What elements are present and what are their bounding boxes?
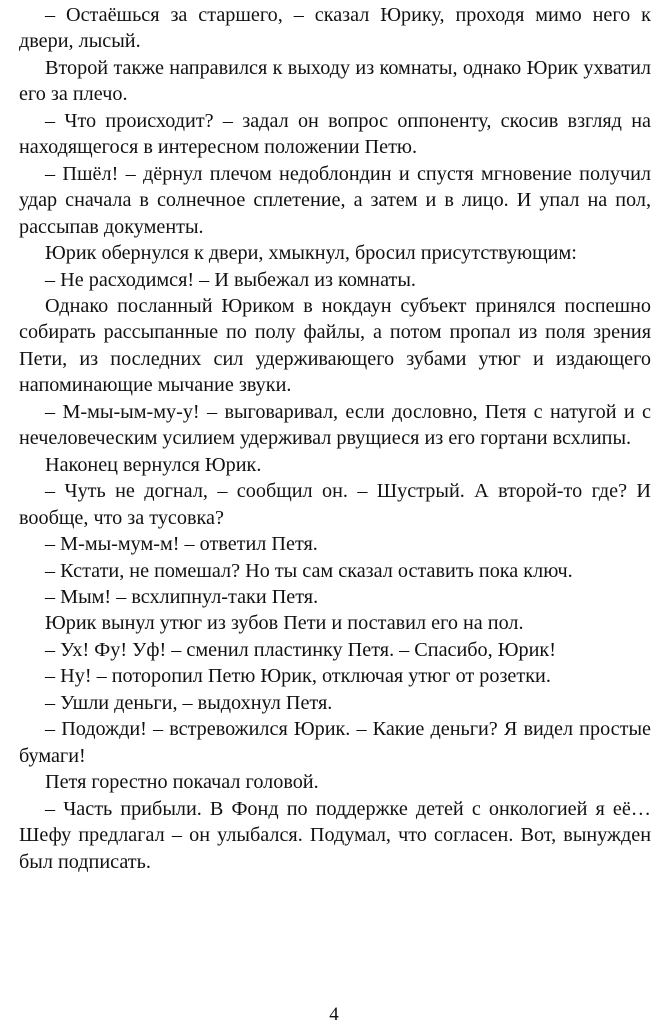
paragraph: – Чуть не догнал, – сообщил он. – Шустрый. А второй-то где? И вообще, что за тусовка? xyxy=(19,480,651,529)
paragraph: – Кстати, не помешал? Но ты сам сказал оставить пока ключ. xyxy=(45,559,573,582)
paragraph: Юрик обернулся к двери, хмыкнул, бросил присутствующим: xyxy=(45,242,577,265)
page-number: 4 xyxy=(329,1004,339,1025)
paragraph: – Мым! – всхлипнул-таки Петя. xyxy=(45,585,319,608)
paragraph: – Что происходит? – задал он вопрос оппоненту, скосив взгляд на находящегося в интересном положении Петю. xyxy=(19,109,651,159)
paragraph: – Остаёшься за старшего, – сказал Юрику, проходя мимо него к двери, лысый. xyxy=(19,4,651,53)
paragraph: Однако посланный Юриком в нокдаун субъект принялся поспешно собирать рассыпанные по полу файлы, а потом пропал из поля зрения Пети, из последних сил удерживающего зубами утюг и издающего напоминающие мычание звуки. xyxy=(19,294,651,397)
paragraph: – Подожди! – встревожился Юрик. – Какие деньги? Я видел простые бумаги! xyxy=(19,718,651,767)
paragraph: – Не расходимся! – И выбежал из комнаты. xyxy=(45,268,416,291)
paragraph: – Часть прибыли. В Фонд по поддержке детей с онкологией я её… Шефу предлагал – он улыбался. Подумал, что согласен. Вот, вынужден был подписать. xyxy=(19,797,651,873)
paragraph: Петя горестно покачал головой. xyxy=(45,771,319,794)
paragraph: Юрик вынул утюг из зубов Пети и поставил его на пол. xyxy=(45,612,524,635)
paragraph: Второй также направился к выходу из комнаты, однако Юрик ухватил его за плечо. xyxy=(19,56,651,106)
paragraph: – Ну! – поторопил Петю Юрик, отключая утюг от розетки. xyxy=(45,665,551,688)
paragraph: – Ушли деньги, – выдохнул Петя. xyxy=(45,691,333,714)
body-text xyxy=(19,2,651,875)
paragraph: – М-мы-ым-му-у! – выговаривал, если дословно, Петя с натугой и с нечеловеческим усилием удерживал рвущиеся из его гортани всхлипы. xyxy=(19,400,651,450)
paragraph: – Пшёл! – дёрнул плечом недоблондин и спустя мгновение получил удар сначала в солнечное сплетение, а затем и в лицо. И упал на пол, рассыпав документы. xyxy=(19,162,651,238)
paragraph: – Ух! Фу! Уф! – сменил пластинку Петя. – Спасибо, Юрик! xyxy=(45,638,556,661)
paragraph: – М-мы-мум-м! – ответил Петя. xyxy=(45,533,318,556)
paragraph: Наконец вернулся Юрик. xyxy=(45,453,262,476)
